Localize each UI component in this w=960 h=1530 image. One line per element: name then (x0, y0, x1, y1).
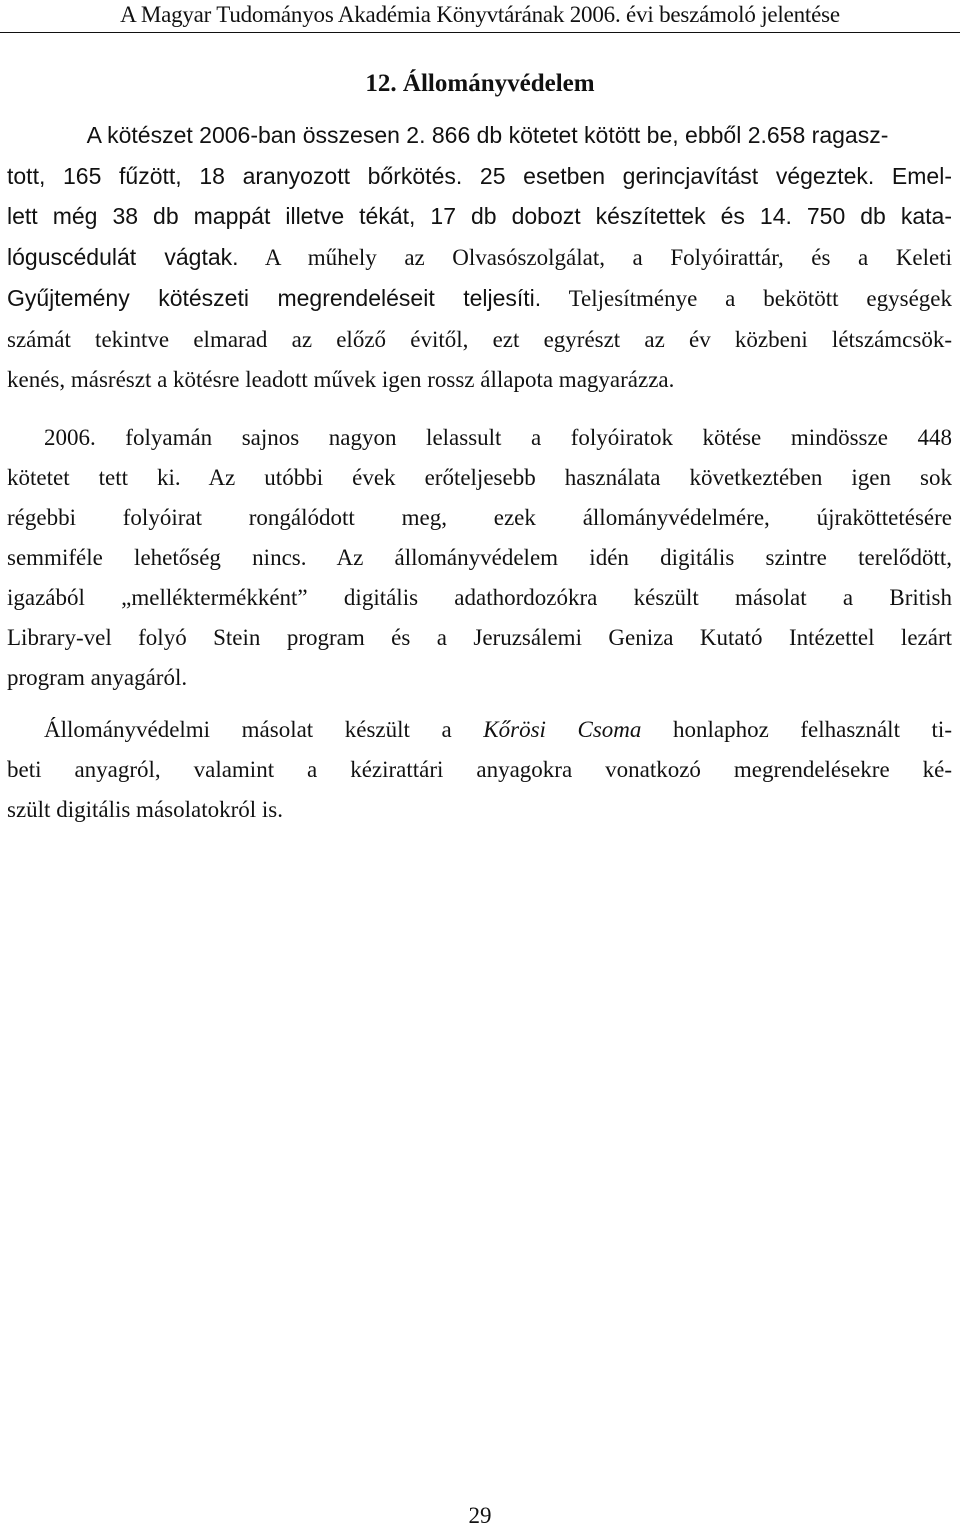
text-line (7, 278, 952, 320)
text-line: kenés, másrészt a kötésre leadott művek igen rossz állapota magyarázza. (7, 367, 675, 392)
text-line: lett még 38 db mappát illetve tékát, 17 db dobozt készítettek és 14. 750 db kata- (7, 203, 952, 229)
text-line: szült digitális másolatokról is. (7, 797, 283, 822)
paragraph-bindery (7, 115, 952, 401)
paragraph-digital-copies (7, 710, 952, 830)
text-line: számát tekintve elmarad az előző évitől, ezt egyrészt az év közbeni létszámcsök- (7, 326, 952, 352)
text-fragment: Teljesítménye a bekötött egységek (568, 286, 952, 311)
text-line: tott, 165 fűzött, 18 aranyozott bőrkötés. 25 esetben gerincjavítást végeztek. Emel- (7, 162, 952, 189)
text-line: kötetet tett ki. Az utóbbi évek erőteljesebb használata következtében igen sok (7, 465, 952, 490)
section-title: 12. Állományvédelem (365, 70, 595, 97)
text-fragment: A műhely az Olvasószolgálat, a Folyóirattár, és a Keleti (264, 244, 953, 270)
text-fragment: Gyűjtemény kötészeti megrendeléseit teljesíti. (7, 285, 542, 311)
text-fragment: honlaphoz felhasznált ti- (641, 717, 952, 742)
text-line: 2006. folyamán sajnos nagyon lelassult a folyóiratok kötése mindössze 448 (44, 425, 952, 450)
text-line: A kötészet 2006-ban összesen 2. 866 db kötetet kötött be, ebből 2.658 ragasz- (86, 122, 889, 148)
running-header-title: A Magyar Tudományos Akadémia Könyvtárának 2006. évi beszámoló jelentése (120, 2, 840, 27)
text-line: Library-vel folyó Stein program és a Jeruzsálemi Geniza Kutató Intézettel lezárt (7, 625, 952, 650)
text-line: program anyagáról. (7, 665, 188, 690)
text-line (7, 237, 952, 279)
running-header (0, 0, 960, 38)
text-line (7, 710, 952, 750)
text-fragment: Állományvédelmi másolat készült a (44, 717, 484, 742)
text-line: igazából „melléktermékként” digitális adathordozókra készült másolat a British (7, 585, 952, 610)
paragraph-periodicals (7, 418, 952, 698)
text-fragment: lóguscédulát vágtak. (7, 243, 239, 270)
text-line: régebbi folyóirat rongálódott meg, ezek állományvédelmére, újraköttetésére (7, 505, 952, 530)
header-rule (0, 32, 960, 33)
italic-name: Kőrösi Csoma (483, 717, 642, 742)
text-line: beti anyagról, valamint a kézirattári anyagokra vonatkozó megrendelésekre ké- (7, 757, 952, 782)
text-line: semmiféle lehetőség nincs. Az állományvédelem idén digitális szintre terelődött, (7, 545, 952, 570)
page-number: 29 (468, 1503, 492, 1528)
